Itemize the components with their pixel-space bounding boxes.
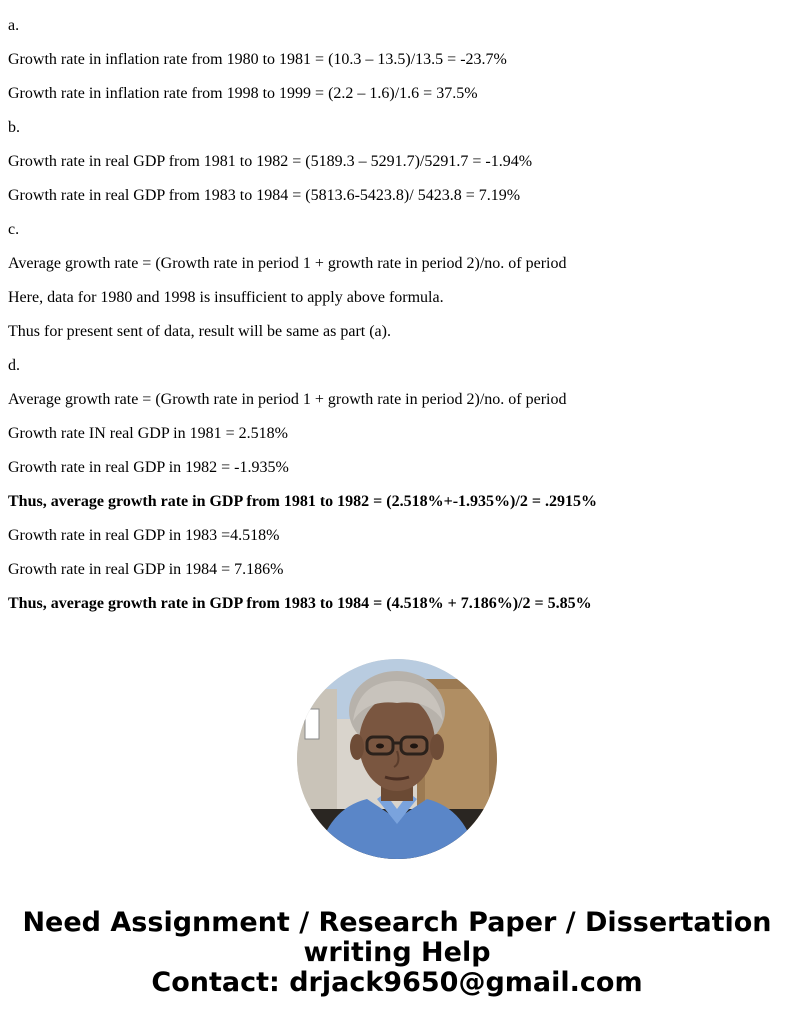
- insufficient-data-note: Here, data for 1980 and 1998 is insufficient to apply above formula.: [8, 289, 444, 306]
- average-growth-formula-d: Average growth rate = (Growth rate in period 1 + growth rate in period 2)/no. of period: [8, 391, 567, 408]
- banner-line-2: writing Help: [303, 937, 491, 968]
- solution-content: [8, 15, 788, 627]
- part-c-conclusion: Thus for present sent of data, result will be same as part (a).: [8, 323, 391, 340]
- inflation-growth-1998-1999: Growth rate in inflation rate from 1998 to 1999 = (2.2 – 1.6)/1.6 = 37.5%: [8, 85, 478, 102]
- assignment-help-banner: [0, 908, 794, 998]
- inflation-growth-1980-1981: Growth rate in inflation rate from 1980 to 1981 = (10.3 – 13.5)/13.5 = -23.7%: [8, 51, 507, 68]
- part-a-label: a.: [8, 17, 20, 34]
- banner-line-1: Need Assignment / Research Paper / Dissertation: [22, 907, 772, 938]
- part-d-label: d.: [8, 357, 20, 374]
- gdp-growth-1984: Growth rate in real GDP in 1984 = 7.186%: [8, 561, 284, 578]
- author-photo: [297, 659, 497, 859]
- average-growth-formula: Average growth rate = (Growth rate in period 1 + growth rate in period 2)/no. of period: [8, 255, 567, 272]
- gdp-growth-1981-1982: Growth rate in real GDP from 1981 to 1982 = (5189.3 – 5291.7)/5291.7 = -1.94%: [8, 153, 533, 170]
- average-growth-1983-1984-result: Thus, average growth rate in GDP from 1983 to 1984 = (4.518% + 7.186%)/2 = 5.85%: [8, 595, 592, 612]
- gdp-growth-1983: Growth rate in real GDP in 1983 =4.518%: [8, 527, 280, 544]
- part-b-label: b.: [8, 119, 20, 136]
- author-portrait-image: [297, 659, 497, 859]
- gdp-growth-1981: Growth rate IN real GDP in 1981 = 2.518%: [8, 425, 288, 442]
- gdp-growth-1982: Growth rate in real GDP in 1982 = -1.935%: [8, 459, 289, 476]
- contact-email: Contact: drjack9650@gmail.com: [151, 967, 643, 998]
- average-growth-1981-1982-result: Thus, average growth rate in GDP from 1981 to 1982 = (2.518%+-1.935%)/2 = .2915%: [8, 493, 597, 510]
- part-c-label: c.: [8, 221, 20, 238]
- gdp-growth-1983-1984: Growth rate in real GDP from 1983 to 1984 = (5813.6-5423.8)/ 5423.8 = 7.19%: [8, 187, 521, 204]
